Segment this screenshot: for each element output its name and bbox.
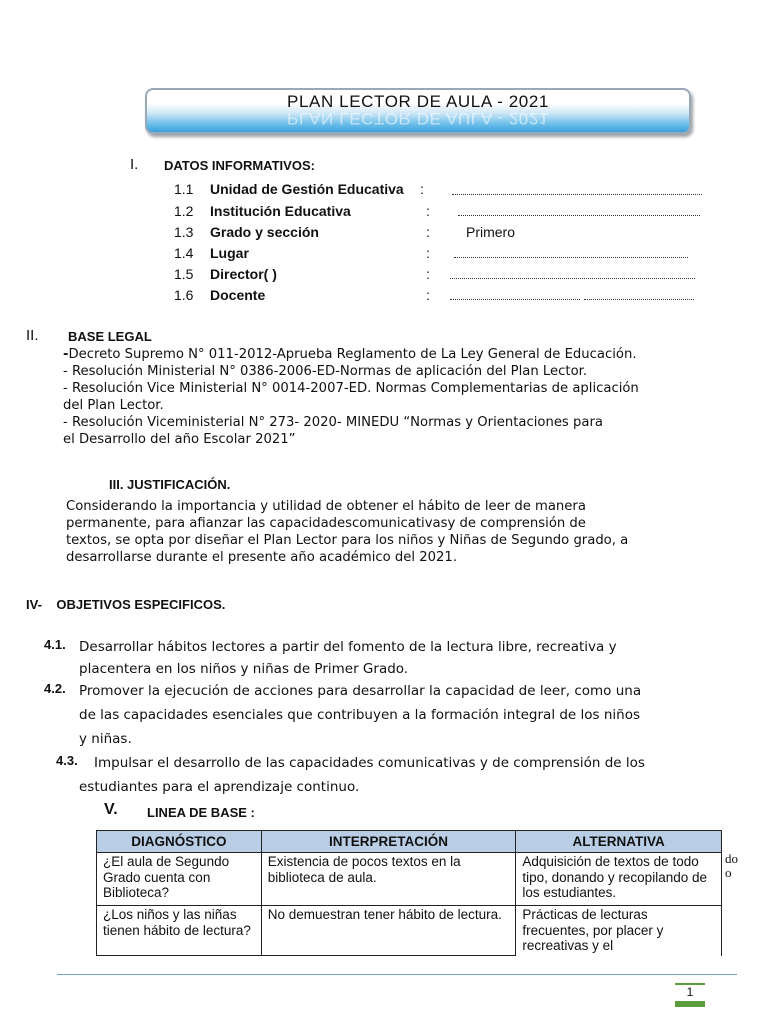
base-legal-item: del Plan Lector.: [63, 398, 164, 413]
table-header-row: [97, 831, 722, 853]
base-legal-item: el Desarrollo del año Escolar 2021”: [63, 432, 296, 447]
table-cell: Adquisición de textos de todo tipo, donando y recopilando de los estudiantes.: [516, 853, 722, 906]
datos-label-rest: ocente: [220, 287, 266, 303]
page-number-bottom-bar: [675, 1001, 705, 1007]
objetivo-item: Impulsar el desarrollo de las capacidades comunicativas y de comprensión de los estudiantes para el aprendizaje continuo.: [79, 755, 645, 795]
datos-colon: :: [426, 245, 430, 261]
datos-colon: :: [426, 266, 430, 282]
linea-base-table: [96, 830, 722, 956]
base-legal-item: -Decreto Supremo N° 011-2012-Aprueba Reglamento de La Ley General de Educación.: [63, 347, 637, 362]
datos-label: Unidad de Gestión Educativa: [210, 181, 404, 197]
table-cell: Existencia de pocos textos en la biblioteca de aula.: [261, 853, 516, 906]
section-1-number: I.: [130, 156, 139, 173]
justificacion-paragraph: [66, 498, 766, 566]
objetivo-item: Promover la ejecución de acciones para desarrollar la capacidad de leer, como una de las capacidades esenciales que contribuyen a la formación integral de los niños y niñas.: [79, 683, 642, 747]
datos-blank-line: [454, 257, 688, 258]
table-cell: ¿El aula de Segundo Grado cuenta con Biblioteca?: [97, 853, 262, 906]
datos-num: 1.6: [174, 287, 194, 303]
datos-blank-line: [450, 278, 695, 279]
table-cell: No demuestran tener hábito de lectura.: [261, 906, 516, 956]
objetivo-number: 4.1.: [44, 637, 66, 652]
justificacion-line: Considerando la importancia y utilidad de obtener el hábito de leer de manera: [66, 499, 586, 514]
table-header-alternativa: ALTERNATIVA: [516, 831, 722, 853]
datos-label-initial: D: [210, 287, 221, 303]
page-number: 1: [686, 985, 694, 999]
page-number-box: [675, 983, 705, 1003]
datos-blank-line: [452, 194, 702, 195]
section-2-number: II.: [26, 327, 39, 344]
section-3-title: III. JUSTIFICACIÓN.: [109, 477, 231, 492]
datos-num: 1.3: [174, 224, 194, 240]
objetivo-item: Desarrollar hábitos lectores a partir del fomento de la lectura libre, recreativa y placentera en los niños y niñas de Primer Grado.: [79, 639, 617, 677]
datos-colon: :: [426, 203, 430, 219]
datos-blank-line: [458, 215, 700, 216]
grado-value: Primero: [466, 224, 516, 240]
datos-label: Lugar: [210, 245, 249, 261]
section-5-title: LINEA DE BASE :: [147, 805, 255, 820]
datos-label: Grado y sección: [210, 224, 319, 240]
section-1-title: DATOS INFORMATIVOS:: [164, 158, 315, 173]
datos-num: 1.4: [174, 245, 194, 261]
overflow-text: do o: [725, 851, 738, 880]
table-cell: Prácticas de lecturas frecuentes, por placer y recreativas y el: [516, 906, 722, 956]
document-title: PLAN LECTOR DE AULA - 2021: [287, 92, 549, 111]
base-legal-item: - Resolución Ministerial N° 0386-2006-ED-Normas de aplicación del Plan Lector.: [63, 364, 588, 379]
datos-label: Institución Educativa: [210, 203, 351, 219]
datos-row-1: [174, 181, 474, 201]
datos-num: 1.5: [174, 266, 194, 282]
datos-colon: :: [420, 181, 424, 197]
datos-blank-line: [584, 299, 694, 300]
datos-num: 1.1: [174, 181, 194, 197]
table-header-diagnostico: DIAGNÓSTICO: [97, 831, 262, 853]
title-reflection: PLAN LECTOR DE AULA - 2021: [287, 109, 549, 128]
datos-blank-line: [450, 299, 580, 300]
footer-divider: [57, 974, 737, 975]
justificacion-line: desarrollarse durante el presente año académico del 2021.: [66, 550, 458, 565]
title-banner: [145, 88, 691, 134]
table-header-interpretacion: INTERPRETACIÓN: [261, 831, 516, 853]
justificacion-line: textos, se opta por diseñar el Plan Lector para los niños y Niñas de Segundo grado, a: [66, 533, 629, 548]
section-5-number: V.: [104, 801, 118, 818]
base-legal-item: - Resolución Vice Ministerial N° 0014-2007-ED. Normas Complementarias de aplicación: [63, 381, 639, 396]
base-legal-list: [63, 346, 763, 448]
section-4-title: IV- OBJETIVOS ESPECIFICOS.: [26, 597, 226, 612]
datos-label: Director( ): [210, 266, 277, 282]
section-2-title: BASE LEGAL: [68, 329, 152, 344]
datos-colon: :: [426, 224, 430, 240]
page-number-top-bar: [675, 983, 705, 985]
table-row: [97, 906, 722, 956]
datos-num: 1.2: [174, 203, 194, 219]
table-cell: ¿Los niños y las niñas tienen hábito de lectura?: [97, 906, 262, 956]
objetivo-number: 4.3.: [56, 753, 78, 768]
justificacion-line: permanente, para afianzar las capacidadescomunicativasy de comprensión de: [66, 516, 586, 531]
base-legal-item: - Resolución Viceministerial N° 273- 2020- MINEDU “Normas y Orientaciones para: [63, 415, 603, 430]
objetivo-number: 4.2.: [44, 681, 66, 696]
datos-colon: :: [426, 287, 430, 303]
table-row: [97, 853, 722, 906]
